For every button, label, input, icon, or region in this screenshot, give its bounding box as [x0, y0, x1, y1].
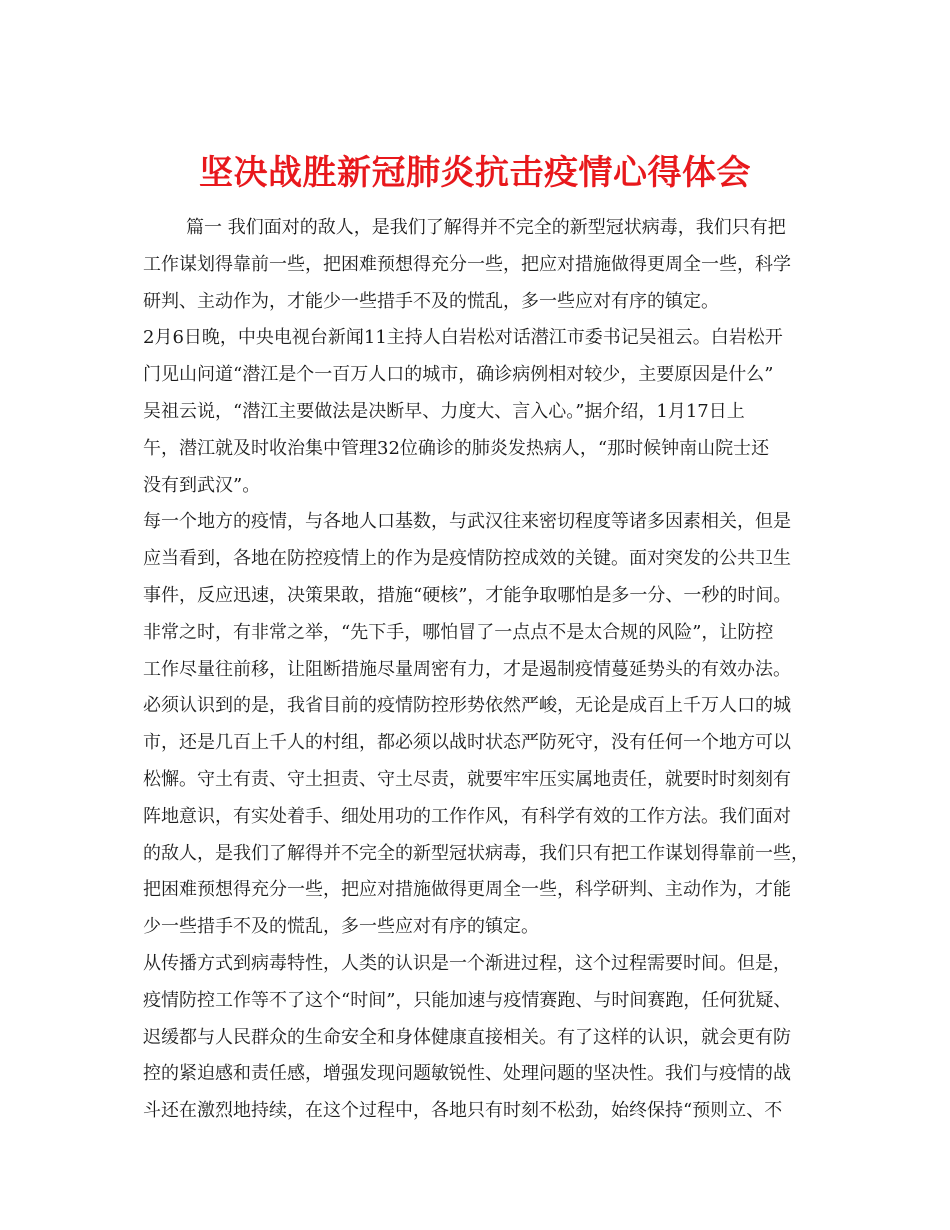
body-line: 工作尽量往前移，让阻断措施尽量周密有力，才是遏制疫情蔓延势头的有效办法。 — [143, 658, 791, 680]
body-line: 吴祖云说，“潜江主要做法是决断早、力度大、言入心。”据介绍，1月17日上 — [143, 400, 745, 422]
body-line: 疫情防控工作等不了这个“时间”，只能加速与疫情赛跑、与时间赛跑，任何犹疑、 — [143, 989, 792, 1011]
body-line: 非常之时，有非常之举，“先下手，哪怕冒了一点点不是太合规的风险”，让防控 — [143, 621, 774, 643]
body-line: 把困难预想得充分一些，把应对措施做得更周全一些，科学研判、主动作为，才能 — [143, 879, 791, 901]
body-line: 没有到武汉”。 — [143, 474, 261, 496]
body-line: 每一个地方的疫情，与各地人口基数，与武汉往来密切程度等诸多因素相关，但是 — [143, 511, 791, 533]
body-line: 少一些措手不及的慌乱，多一些应对有序的镇定。 — [143, 916, 539, 938]
body-line: 阵地意识，有实处着手、细处用功的工作作风，有科学有效的工作方法。我们面对 — [143, 805, 791, 827]
body-line: 事件，反应迅速，决策果敢，措施“硬核”，才能争取哪怕是多一分、一秒的时间。 — [143, 584, 792, 606]
body-line: 松懈。守土有责、守土担责、守土尽责，就要牢牢压实属地责任，就要时时刻刻有 — [143, 768, 791, 790]
body-line: 门见山问道“潜江是个一百万人口的城市，确诊病例相对较少，主要原因是什么” — [143, 364, 774, 386]
body-line: 必须认识到的是，我省目前的疫情防控形势依然严峻，无论是成百上千万人口的城 — [143, 695, 791, 717]
body-line: 斗还在激烈地持续，在这个过程中，各地只有时刻不松劲，始终保持“预则立、不 — [143, 1100, 783, 1122]
body-line: 应当看到，各地在防控疫情上的作为是疫情防控成效的关键。面对突发的公共卫生 — [143, 548, 791, 570]
body-line: 研判、主动作为，才能少一些措手不及的慌乱，多一些应对有序的镇定。 — [143, 290, 719, 312]
body-line: 的敌人，是我们了解得并不完全的新型冠状病毒，我们只有把工作谋划得靠前一些， — [143, 842, 809, 864]
body-line: 2月6日晚，中央电视台新闻11主持人白岩松对话潜江市委书记吴祖云。白岩松开 — [143, 327, 783, 349]
body-line: 工作谋划得靠前一些，把困难预想得充分一些，把应对措施做得更周全一些，科学 — [143, 253, 791, 275]
body-line: 从传播方式到病毒特性，人类的认识是一个渐进过程，这个过程需要时间。但是， — [143, 952, 791, 974]
body-line: 午，潜江就及时收治集中管理32位确诊的肺炎发热病人，“那时候钟南山院士还 — [143, 437, 770, 459]
body-line: 控的紧迫感和责任感，增强发现问题敏锐性、处理问题的坚决性。我们与疫情的战 — [143, 1063, 791, 1085]
body-line: 迟缓都与人民群众的生命安全和身体健康直接相关。有了这样的认识，就会更有防 — [143, 1026, 791, 1048]
body-line: 篇一 我们面对的敌人，是我们了解得并不完全的新型冠状病毒，我们只有把 — [186, 217, 786, 238]
body-line: 市，还是几百上千人的村组，都必须以战时状态严防死守，没有任何一个地方可以 — [143, 732, 791, 754]
document-title: 坚决战胜新冠肺炎抗击疫情心得体会 — [199, 152, 751, 193]
document-body — [143, 210, 815, 1130]
